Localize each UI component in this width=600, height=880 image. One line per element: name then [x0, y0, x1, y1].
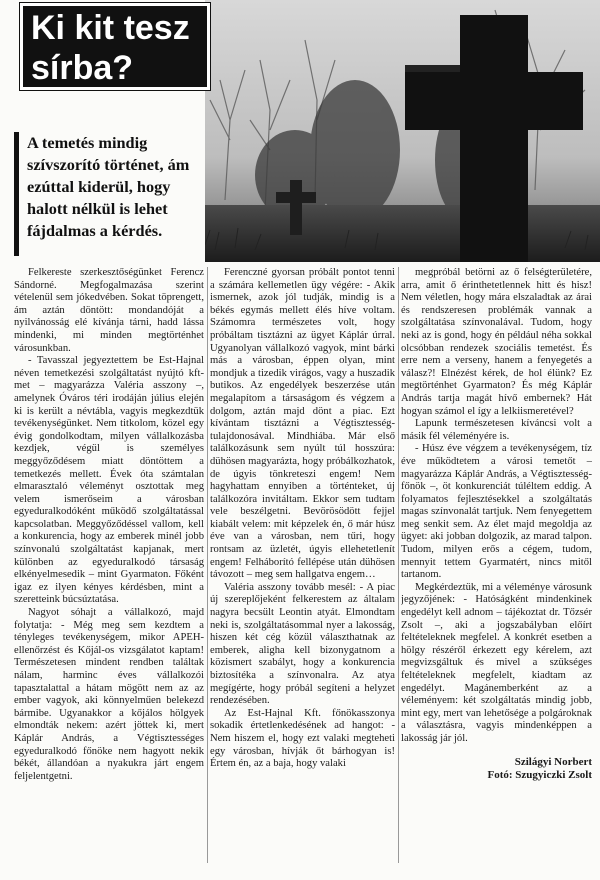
article-lead: A temetés mindig szívszorító történet, ám ezúttal kiderül, hogy halott nélkül is lehet fájdalmas a kérdés. — [27, 133, 190, 240]
paragraph: - Húsz éve végzem a tevékenységem, tíz éve működtetem a városi temetőt – magyarázza Káplár András, a Végtisztesség-főnök –, öt konkurenciát túléltem eddig. A folyamatos fejlesztésekkel a szolgáltatás magas színvonalát tartjuk. Nem fenyegettem meg senkit sem. Az élet majd megoldja az ügyet: aki jobban dolgozik, az marad talpon. Tudom, milyen erős a cégem, tudom, mennyit tettem Gyarmatért, nincs mitől tartanom. — [401, 443, 592, 581]
author-name: Szilágyi Norbert — [514, 755, 592, 768]
lead-bar — [14, 132, 19, 256]
paragraph: - Tavasszal jegyeztettem be Est-Hajnal néven temetkezési szolgáltatást nyújtó kft-met – magyarázza Valéria asszony –, amelynek Óváros téri irodáján július elején ki is került a névtábla, vagyis megkezdtük tevékenységünket. Nem titkolom, közel egy évig gondolkodtam, milyen vállalkozásba kezdjek, végül is személyes meggyőződésem miatt döntöttem a temetkezés mellett. Évek óta számtalan elmarasztaló véleményt osztottak meg velem ismerőseim a városban egyeduralkodóként működő szolgáltatással kapcsolatban. Meggyőződéssel vallom, kell a konkurencia, hogy az emberek minél jobb színvonalú szolgáltatást kapjanak, mert különben az egyeduralkodó társaság elkényelmesedik – mint Gyarmaton. Főként igaz ez ilyen kényes kérdésben, mint a szeretteink búcsúztatása. — [14, 355, 204, 606]
paragraph: Valéria asszony tovább mesél: - A piac új szereplőjeként felkerestem az általam nagyra becsült Leontin atyát. Elmondtam neki is, szolgáltatásommal nyer a lakosság, hiszen két cég közül választhatnak az emberek, aligha kell bizonygatnom a közismert szabályt, hogy a konkurencia biztosítéka a színvonalra. Az atya megígérte, hogy próbál segíteni a helyzet rendezésében. — [210, 581, 395, 707]
column-1 — [14, 267, 204, 867]
cemetery-photo — [205, 0, 600, 262]
credits — [401, 756, 592, 782]
column-2 — [210, 267, 395, 867]
title-line-2: sírba? — [31, 49, 134, 87]
paragraph: Megkérdeztük, mi a véleménye városunk jegyzőjének: - Hatóságként mindenkinek engedélyt kell adnom – tájékoztat dr. Tőzsér Zsolt –, aki a jogszabályban előírt feltételeknek megfelel. A konkrét esetben a hölgy részéről érkezett egy kérelem, azt megvizsgáltuk és mivel a szükséges feltételeknek megfelelt, kiadtam az engedélyt. Magánemberként az a véleményem: két szolgáltatás mindig jobb, mint egy, mert van lehetősége a polgároknak a választásra, vagyis mindenképpen a lakosság jár jól. — [401, 581, 592, 744]
column-3 — [401, 267, 592, 867]
article-body — [14, 267, 592, 867]
paragraph: Nagyot sóhajt a vállalkozó, majd folytatja: - Még meg sem kezdtem a tényleges tevékenységem, mikor APEH-ellenőrzést és Kőjál-os vizsgálatot kaptam! Természetesen mindent rendben találtak nálam, harminc éves vállalkozói tapasztalattal a hátam mögött nem az az ember vagyok, aki könnyelműen belekezd bármibe. Ugyanakkor a kőjálos hölgyek elmondták nekem: azért jöttek ki, mert Káplár András, a Végtisztességes egyeduralkodó főnöke nem hagyott nekik békét, állandóan a nyakukra járt engem feljelentgetni. — [14, 607, 204, 782]
paragraph: megpróbál betörni az ő felségterületére, arra, amit ő érinthetetlennek hitt és hisz! Nem véletlen, hogy mára elszaladtak az árai és rendszeresen problémák vannak a szolgáltatása színvonalával. Tudom, hogy neki az is gond, hogy én például néha sokkal olcsóbban rendezek szociális temetést. És erre nem a verseny, hanem a fenyegetés a válasz?! Elnézést kérek, de hol élünk? Ez megtörténhet Gyarmaton? És még Káplár András tartja magát hívő embernek? Hát hogyan számol el így a lelkiismeretével? — [401, 267, 592, 417]
column-divider — [398, 267, 399, 863]
paragraph: Lapunk természetesen kíváncsi volt a másik fél véleményére is. — [401, 418, 592, 442]
paragraph: Ferenczné gyorsan próbált pontot tenni a számára kellemetlen ügy végére: - Akik ismernek, azok jól tudják, mindig is a békés egymás mellett élés híve voltam. Számomra természetes volt, hogy próbáltam tisztázni az ügyet Káplár úrral. Ugyanolyan vállalkozó vagyok, mint bárki más a városban, éppen olyan, mint mondjuk a tizedik virágos, vagy a huszadik butikos. Az engedélyek beszerzése után megalapítom a társaságom és végzem a dolgom, aztán majd dönt a piac. Ezt kívántam tisztázni a Végtisztesség-tulajdonosával. Mindhiába. Már első találkozásunk sem nyúlt túl hosszúra: dühösen magyarázta, hogy próbálkozhatok, de úgyis tönkreteszi engem! Nem hagyhattam ennyiben a történteket, új találkozóra invitáltam. Ekkor sem tudtam vele beszélgetni. Bevörösödött fejjel kiabált velem: mit képzelek én, ő már húsz éve van a városban, nem tűri, hogy rontsam az üzletét, úgyis ellehetetlenít engem! Felháborító fellépése után dühösen távozott – meg sem hallgatva engem… — [210, 267, 395, 581]
title-line-1: Ki kit tesz — [31, 9, 190, 47]
paragraph: Az Est-Hajnal Kft. főnökasszonya sokadik értetlenkedésének ad hangot: - Nem hiszem el, hogy ezt valaki megteheti egy városban, hívják őt bárhogyan is! Értem én, az a baja, hogy valaki — [210, 707, 395, 770]
column-divider — [207, 267, 208, 863]
cemetery-crosses-photo — [205, 0, 600, 262]
photo-credit: Fotó: Szugyiczki Zsolt — [487, 768, 592, 781]
paragraph: Felkereste szerkesztőségünket Ferencz Sándorné. Megfogalmazása szerint vételenül sem jókedvében. Sokat töprengett, ám aztán döntött: mondandóját a nyilvánosság elé kívánja tárni, hadd lássa mindenki, mi minden megtörténhet városunkban. — [14, 267, 204, 354]
article-title — [20, 3, 210, 90]
